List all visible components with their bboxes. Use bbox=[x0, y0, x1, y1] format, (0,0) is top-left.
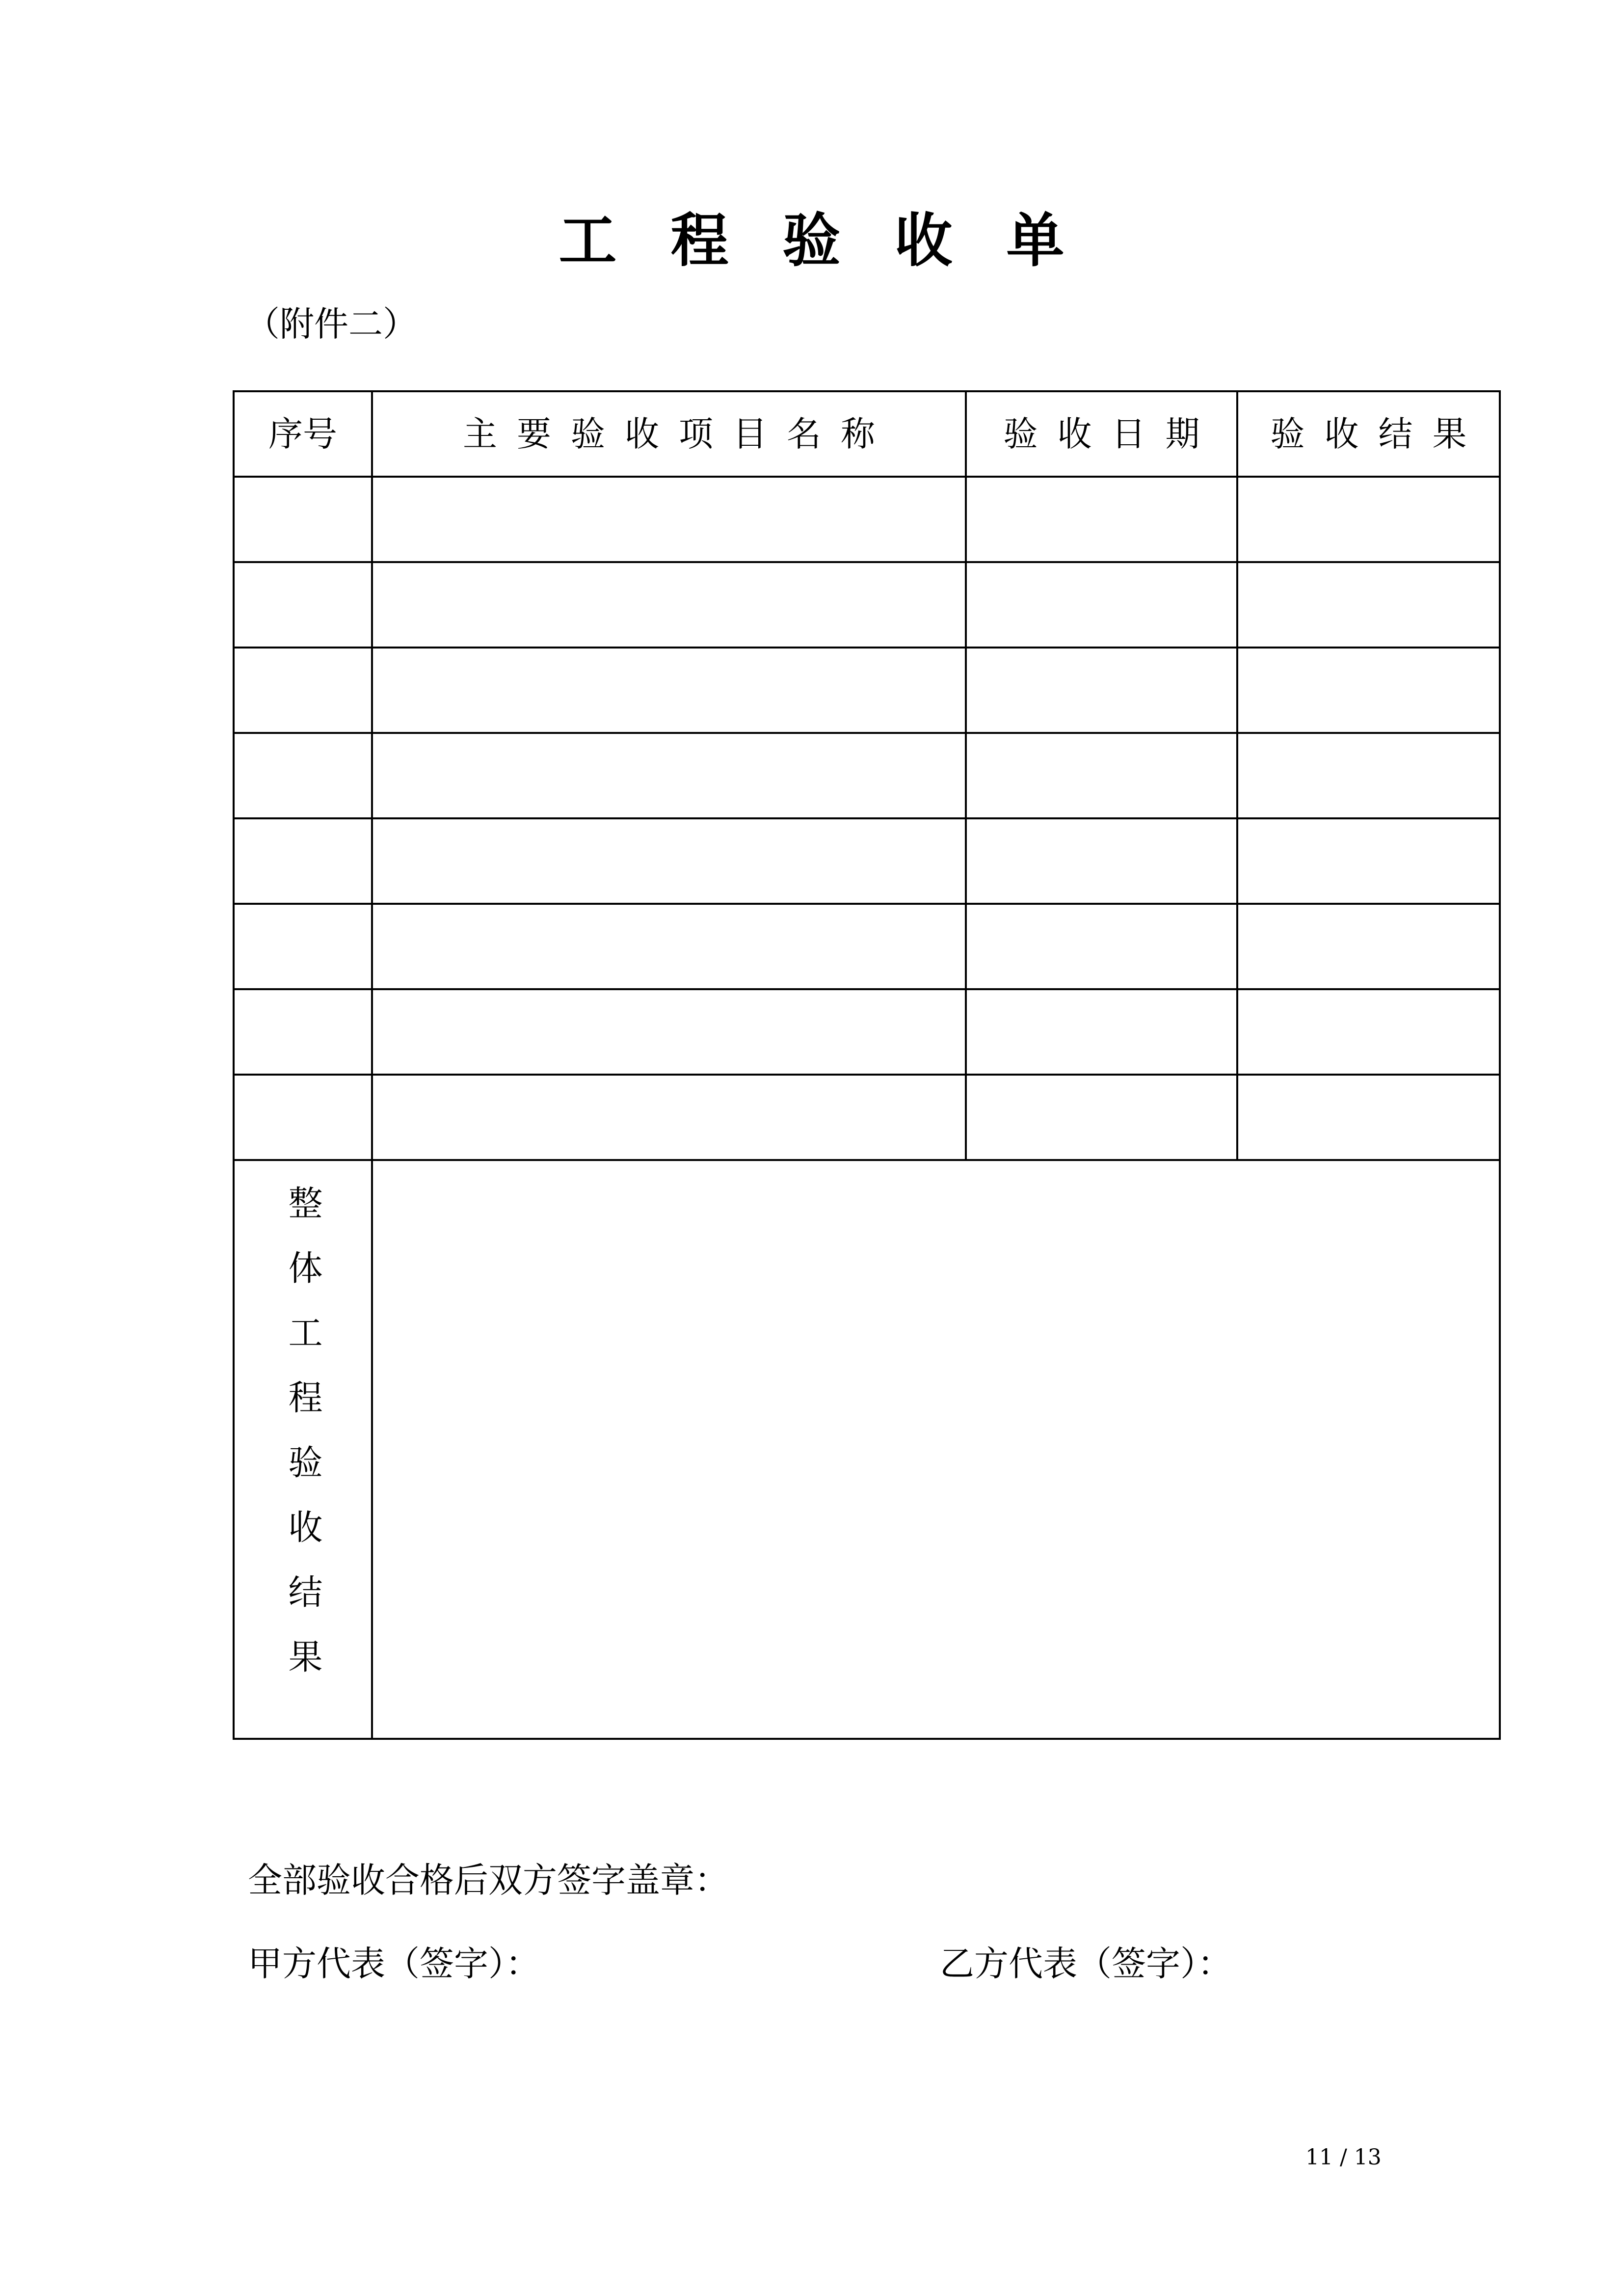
header-date: 验收日期 bbox=[966, 391, 1237, 477]
acceptance-table bbox=[233, 390, 1501, 1740]
cell-item-name[interactable] bbox=[372, 989, 966, 1075]
cell-result[interactable] bbox=[1237, 733, 1500, 818]
attachment-label: （附件二） bbox=[245, 304, 417, 344]
cell-item-name[interactable] bbox=[372, 1075, 966, 1160]
cell-index[interactable] bbox=[234, 1075, 372, 1160]
document-title: 工程验收单 bbox=[559, 206, 1118, 274]
cell-item-name[interactable] bbox=[372, 648, 966, 733]
header-result: 验收结果 bbox=[1237, 391, 1500, 477]
cell-index[interactable] bbox=[234, 562, 372, 648]
cell-result[interactable] bbox=[1237, 562, 1500, 648]
summary-label: 整体工程验收结果 bbox=[283, 1185, 323, 1703]
cell-index[interactable] bbox=[234, 733, 372, 818]
cell-item-name[interactable] bbox=[372, 818, 966, 904]
cell-date[interactable] bbox=[966, 818, 1237, 904]
cell-date[interactable] bbox=[966, 733, 1237, 818]
cell-index[interactable] bbox=[234, 904, 372, 989]
table-row bbox=[234, 1075, 1500, 1160]
cell-index[interactable] bbox=[234, 989, 372, 1075]
cell-index[interactable] bbox=[234, 818, 372, 904]
summary-row bbox=[234, 1160, 1500, 1739]
header-index: 序号 bbox=[234, 391, 372, 477]
party-b-signature-label: 乙方代表（签字）： bbox=[940, 1944, 1232, 1984]
cell-result[interactable] bbox=[1237, 989, 1500, 1075]
cell-result[interactable] bbox=[1237, 904, 1500, 989]
cell-result[interactable] bbox=[1237, 1075, 1500, 1160]
summary-label-cell bbox=[234, 1160, 372, 1739]
table-row bbox=[234, 904, 1500, 989]
table-header-row bbox=[234, 391, 1500, 477]
cell-result[interactable] bbox=[1237, 648, 1500, 733]
table-row bbox=[234, 989, 1500, 1075]
summary-value-cell[interactable] bbox=[372, 1160, 1500, 1739]
table-row bbox=[234, 562, 1500, 648]
cell-date[interactable] bbox=[966, 477, 1237, 562]
table-row bbox=[234, 648, 1500, 733]
cell-date[interactable] bbox=[966, 904, 1237, 989]
cell-item-name[interactable] bbox=[372, 562, 966, 648]
cell-index[interactable] bbox=[234, 477, 372, 562]
party-a-signature-label: 甲方代表（签字）： bbox=[248, 1944, 540, 1984]
cell-index[interactable] bbox=[234, 648, 372, 733]
table-row bbox=[234, 733, 1500, 818]
cell-result[interactable] bbox=[1237, 477, 1500, 562]
signature-instructions: 全部验收合格后双方签字盖章： bbox=[248, 1860, 729, 1900]
cell-result[interactable] bbox=[1237, 818, 1500, 904]
table-row bbox=[234, 477, 1500, 562]
cell-date[interactable] bbox=[966, 989, 1237, 1075]
cell-date[interactable] bbox=[966, 648, 1237, 733]
table-row bbox=[234, 818, 1500, 904]
cell-date[interactable] bbox=[966, 1075, 1237, 1160]
cell-date[interactable] bbox=[966, 562, 1237, 648]
page-number: 11 / 13 bbox=[1305, 2145, 1382, 2170]
cell-item-name[interactable] bbox=[372, 904, 966, 989]
header-item-name: 主要验收项目名称 bbox=[372, 391, 966, 477]
cell-item-name[interactable] bbox=[372, 477, 966, 562]
cell-item-name[interactable] bbox=[372, 733, 966, 818]
